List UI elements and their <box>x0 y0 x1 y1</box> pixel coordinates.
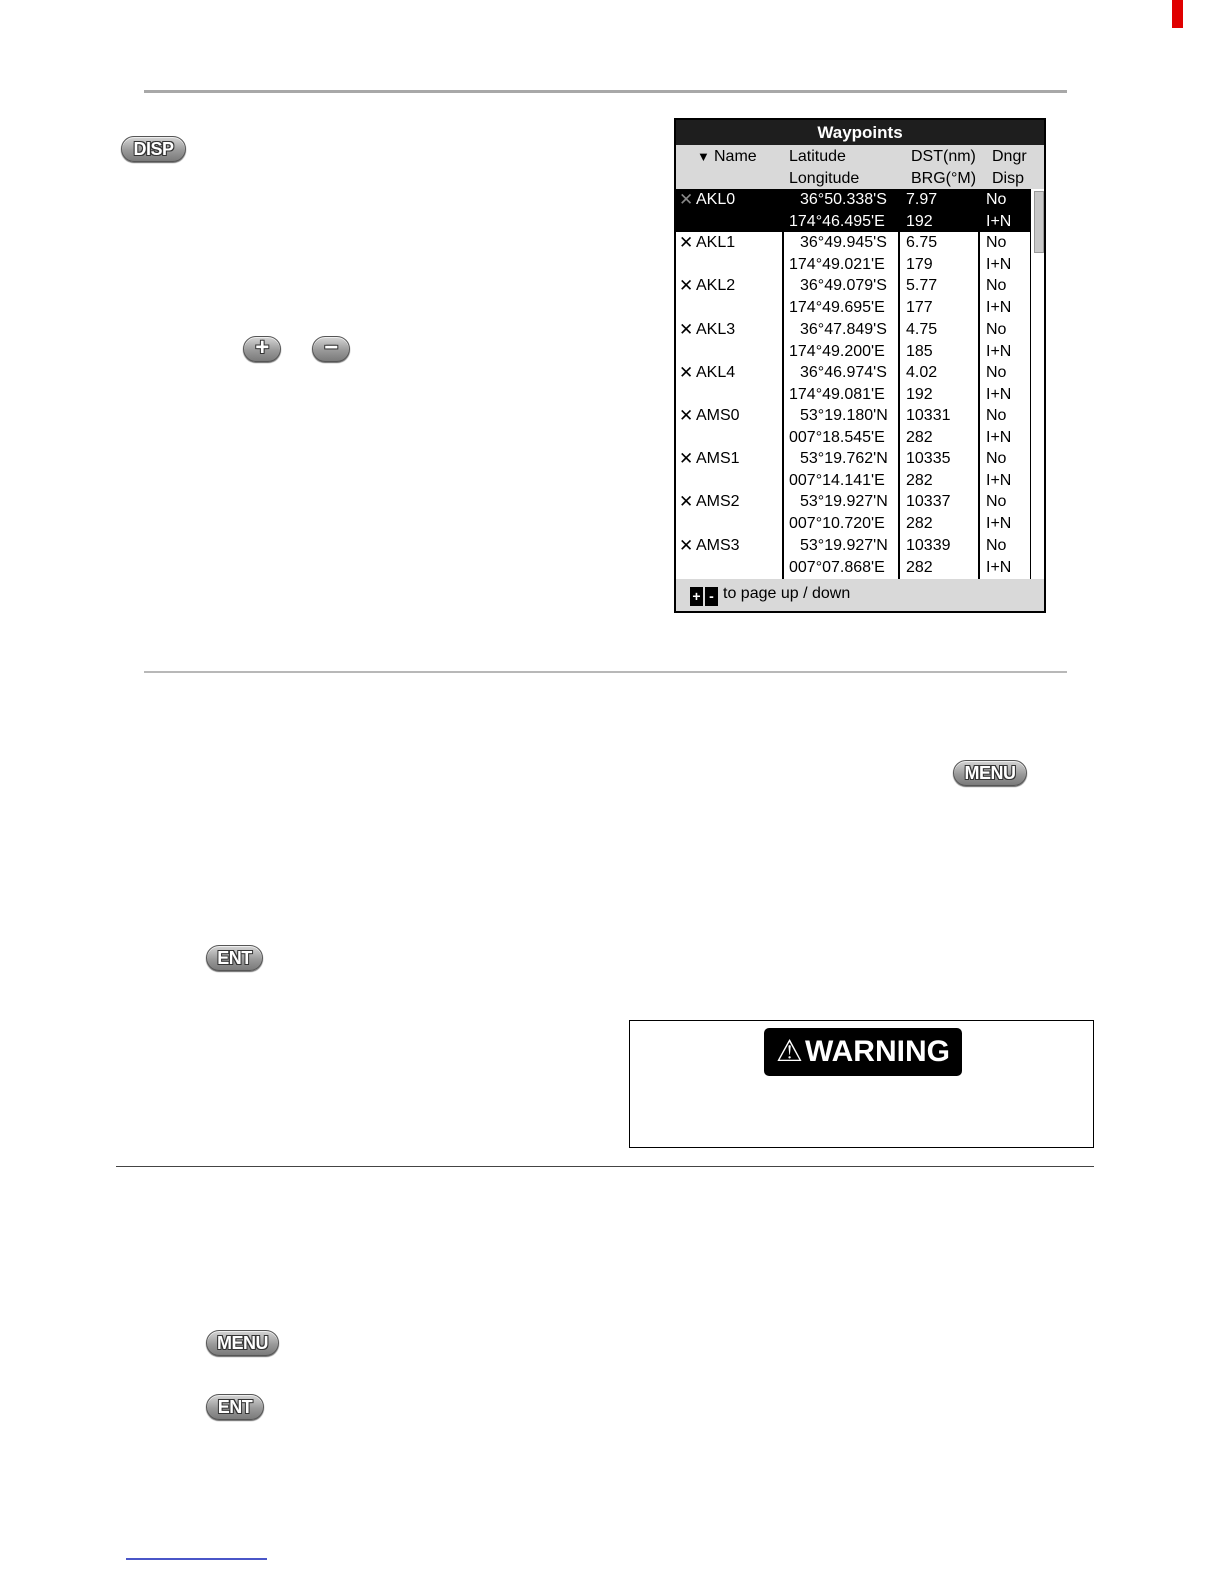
waypoint-name: AKL2 <box>696 277 736 295</box>
column-disp[interactable]: Disp <box>992 170 1025 187</box>
table-row[interactable] <box>676 362 1030 405</box>
table-row[interactable] <box>676 232 1030 275</box>
waypoint-disp: I+N <box>986 213 1012 230</box>
column-divider <box>898 189 900 579</box>
waypoint-name: AKL3 <box>696 320 736 338</box>
waypoint-brg: 282 <box>906 515 933 533</box>
waypoint-longitude: 174°46.495'E <box>789 213 885 230</box>
waypoint-name: AKL1 <box>696 234 736 252</box>
menu-key-icon: MENU <box>953 760 1027 786</box>
scrollbar-thumb[interactable] <box>1034 191 1044 253</box>
waypoint-latitude: 36°50.338'S <box>800 191 887 208</box>
table-row[interactable] <box>676 448 1030 491</box>
sort-arrow-icon[interactable]: ▼ <box>697 149 710 164</box>
waypoint-longitude: 174°49.081'E <box>789 385 885 403</box>
waypoint-brg: 282 <box>906 558 933 576</box>
waypoint-symbol-icon: ✕ <box>679 276 694 296</box>
waypoint-longitude: 007°18.545'E <box>789 429 885 446</box>
waypoint-latitude: 53°19.927'N <box>800 536 888 554</box>
waypoint-symbol-icon: ✕ <box>679 535 694 555</box>
waypoint-disp: I+N <box>986 385 1012 403</box>
waypoint-dngr: No <box>986 277 1007 295</box>
waypoint-brg: 282 <box>906 472 933 490</box>
waypoint-symbol-icon: ✕ <box>679 492 694 512</box>
waypoint-longitude: 174°49.021'E <box>789 256 885 274</box>
menu-key-icon: MENU <box>206 1330 279 1356</box>
waypoint-longitude: 007°14.141'E <box>789 472 885 490</box>
waypoint-dngr: No <box>986 191 1007 208</box>
column-dngr[interactable]: Dngr <box>992 148 1027 165</box>
waypoint-disp: I+N <box>986 472 1012 490</box>
waypoint-latitude: 53°19.180'N <box>800 407 888 424</box>
waypoint-name: AMS3 <box>696 536 740 554</box>
disp-key-icon: DISP <box>121 136 186 162</box>
screen-title: Waypoints <box>676 120 1044 145</box>
warning-badge <box>764 1028 962 1076</box>
table-row[interactable] <box>676 491 1030 534</box>
column-divider <box>782 189 784 579</box>
scrollbar[interactable] <box>1030 189 1045 579</box>
waypoint-dngr: No <box>986 320 1007 338</box>
footer-hint: to page up / down <box>723 585 851 602</box>
waypoint-longitude: 174°49.695'E <box>789 299 885 317</box>
column-dst[interactable]: DST(nm) <box>911 148 976 165</box>
waypoint-longitude: 007°10.720'E <box>789 515 885 533</box>
waypoint-symbol-icon: ✕ <box>679 406 694 425</box>
section-divider-top <box>144 90 1067 93</box>
waypoint-dst: 10339 <box>906 536 951 554</box>
warning-triangle-icon: ⚠ <box>776 1035 803 1068</box>
warning-box <box>629 1020 1094 1148</box>
waypoint-name: AMS2 <box>696 493 740 511</box>
waypoint-disp: I+N <box>986 342 1012 360</box>
waypoint-disp: I+N <box>986 558 1012 576</box>
waypoint-dngr: No <box>986 363 1007 381</box>
waypoint-symbol-icon: ✕ <box>679 362 694 382</box>
waypoint-latitude: 36°49.079'S <box>800 277 887 295</box>
waypoint-name: AKL4 <box>696 363 736 381</box>
warning-label: WARNING <box>804 1035 950 1068</box>
waypoint-disp: I+N <box>986 429 1012 446</box>
screen-footer <box>676 579 1044 609</box>
waypoint-dst: 4.02 <box>906 363 938 381</box>
waypoint-symbol-icon: ✕ <box>679 449 694 469</box>
column-header <box>676 145 1044 189</box>
table-row[interactable] <box>676 189 1030 232</box>
waypoint-latitude: 36°47.849'S <box>800 320 887 338</box>
waypoint-latitude: 36°46.974'S <box>800 363 887 381</box>
waypoint-dst: 10331 <box>906 407 951 424</box>
waypoint-dst: 10337 <box>906 493 951 511</box>
minus-key-icon: - <box>705 587 718 606</box>
plus-key-icon: + <box>690 587 703 606</box>
minus-key-icon: − <box>312 336 350 362</box>
waypoint-disp: I+N <box>986 299 1012 317</box>
waypoint-symbol-icon: ✕ <box>679 319 694 339</box>
section-divider-middle <box>144 671 1067 673</box>
waypoint-dngr: No <box>986 407 1007 424</box>
waypoint-brg: 192 <box>906 213 933 230</box>
waypoint-dngr: No <box>986 493 1007 511</box>
waypoint-disp: I+N <box>986 256 1012 274</box>
waypoint-dst: 5.77 <box>906 277 938 295</box>
waypoint-dngr: No <box>986 536 1007 554</box>
table-row[interactable] <box>676 405 1030 448</box>
chapter-tab-marker <box>1172 0 1183 28</box>
column-divider <box>978 189 980 579</box>
ent-key-icon: ENT <box>206 1394 264 1420</box>
waypoint-brg: 185 <box>906 342 933 360</box>
table-row[interactable] <box>676 319 1030 362</box>
waypoint-latitude: 36°49.945'S <box>800 234 887 252</box>
waypoint-latitude: 53°19.762'N <box>800 450 888 468</box>
waypoint-list[interactable] <box>676 189 1044 579</box>
column-name[interactable]: Name <box>714 148 757 165</box>
column-longitude[interactable]: Longitude <box>789 170 860 187</box>
waypoint-brg: 177 <box>906 299 933 317</box>
waypoints-screen <box>674 118 1046 613</box>
plus-key-icon: + <box>243 336 281 362</box>
waypoint-dst: 7.97 <box>906 191 938 208</box>
waypoint-longitude: 174°49.200'E <box>789 342 885 360</box>
waypoint-dngr: No <box>986 450 1007 468</box>
column-brg[interactable]: BRG(°M) <box>911 170 977 187</box>
waypoint-brg: 179 <box>906 256 933 274</box>
waypoint-dst: 4.75 <box>906 320 938 338</box>
waypoint-name: AKL0 <box>696 191 736 208</box>
waypoint-dngr: No <box>986 234 1007 252</box>
waypoint-dst: 10335 <box>906 450 951 468</box>
table-row[interactable] <box>676 535 1030 578</box>
waypoint-brg: 192 <box>906 385 933 403</box>
waypoint-symbol-icon: ✕ <box>679 233 694 253</box>
section-divider-bottom <box>116 1166 1094 1167</box>
waypoint-name: AMS0 <box>696 407 740 424</box>
waypoint-longitude: 007°07.868'E <box>789 558 885 576</box>
column-latitude[interactable]: Latitude <box>789 148 846 165</box>
waypoint-latitude: 53°19.927'N <box>800 493 888 511</box>
waypoint-dst: 6.75 <box>906 234 938 252</box>
table-row[interactable] <box>676 275 1030 318</box>
waypoint-symbol-icon: ✕ <box>679 190 694 209</box>
footer-link-underline <box>126 1558 267 1560</box>
ent-key-icon: ENT <box>206 945 263 971</box>
waypoint-disp: I+N <box>986 515 1012 533</box>
waypoint-name: AMS1 <box>696 450 740 468</box>
waypoint-brg: 282 <box>906 429 933 446</box>
